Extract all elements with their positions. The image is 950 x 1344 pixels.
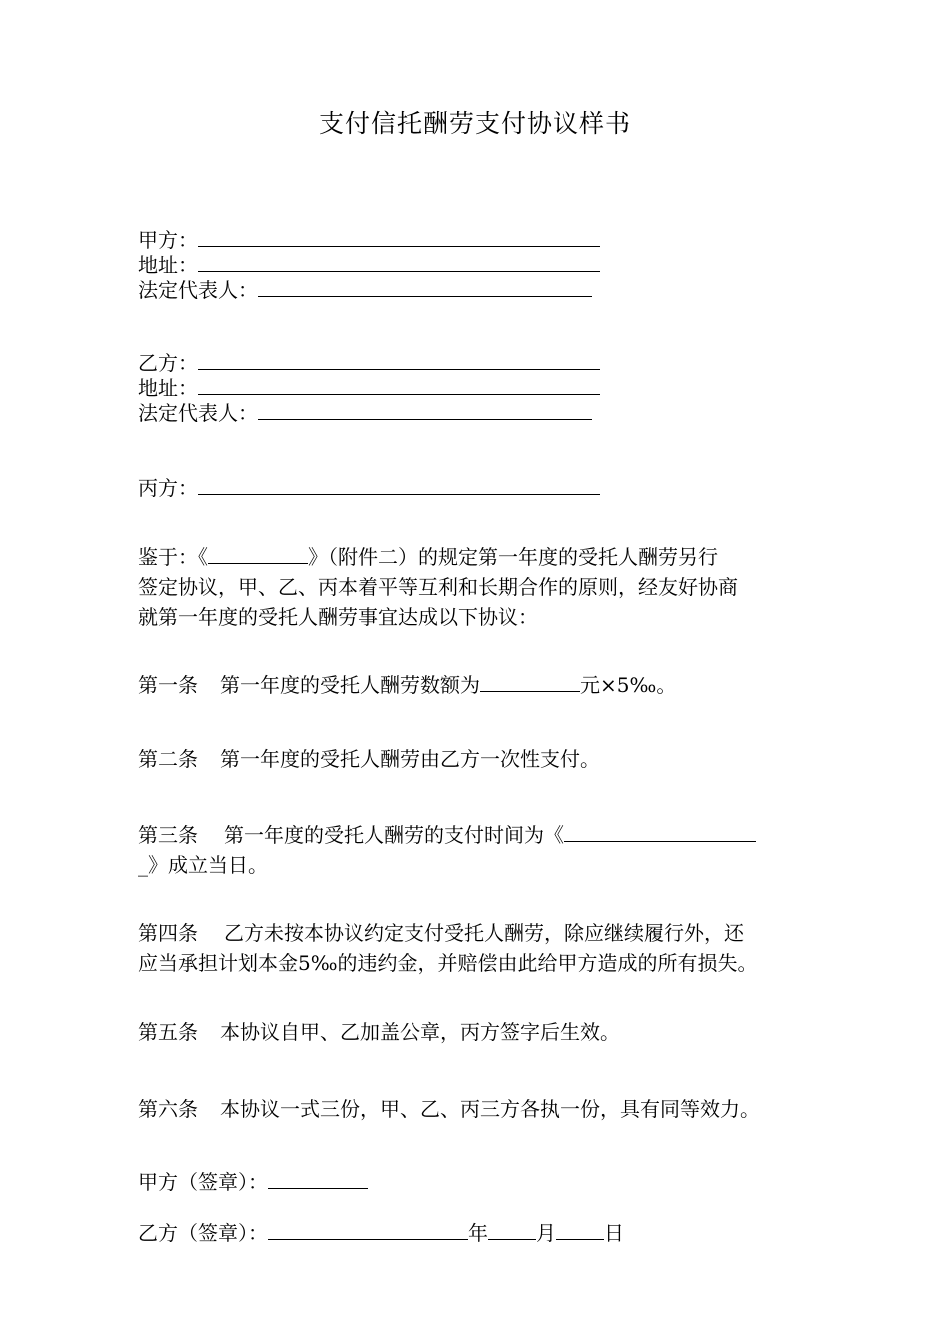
article-6 — [138, 1094, 828, 1124]
article-3-text: 第一年度的受托人酬劳的支付时间为《 — [224, 823, 564, 847]
article-3 — [138, 820, 828, 880]
article-4-text: 乙方未按本协议约定支付受托人酬劳，除应继续履行外，还 — [224, 921, 744, 945]
party-a-label: 甲方： — [138, 228, 198, 252]
signature-a-blank[interactable] — [268, 1168, 368, 1189]
party-a-address-row — [138, 251, 600, 278]
party-b-address-row — [138, 374, 600, 401]
article-2-number: 第二条 — [138, 747, 198, 771]
signature-a — [138, 1167, 828, 1197]
party-a-row — [138, 226, 600, 253]
party-a-rep-label: 法定代表人： — [138, 278, 258, 302]
article-1-number: 第一条 — [138, 673, 198, 697]
article-5 — [138, 1017, 828, 1047]
signature-b — [138, 1218, 828, 1248]
preamble-mid: 》（附件二）的规定第一年度的受托人酬劳另行 — [308, 545, 718, 569]
party-a-blank[interactable] — [198, 226, 600, 247]
article-4-number: 第四条 — [138, 921, 198, 945]
article-6-text: 本协议一式三份，甲、乙、丙三方各执一份，具有同等效力。 — [220, 1097, 760, 1121]
party-b-blank[interactable] — [198, 349, 600, 370]
preamble-line-2: 签定协议，甲、乙、丙本着平等互利和长期合作的原则，经友好协商 — [138, 575, 738, 599]
party-c-row — [138, 474, 600, 501]
article-1-text: 第一年度的受托人酬劳数额为 — [220, 673, 480, 697]
party-a-rep-row — [138, 276, 592, 303]
document-title: 支付信托酬劳支付协议样书 — [318, 109, 631, 138]
party-b-address-blank[interactable] — [198, 374, 600, 395]
signature-day-blank[interactable] — [556, 1219, 604, 1240]
signature-day: 日 — [604, 1221, 624, 1245]
article-3-number: 第三条 — [138, 823, 198, 847]
article-3-line-2: _》成立当日。 — [138, 853, 268, 877]
article-2-text: 第一年度的受托人酬劳由乙方一次性支付。 — [220, 747, 600, 771]
party-b-rep-label: 法定代表人： — [138, 401, 258, 425]
article-1-amount-blank[interactable] — [480, 671, 580, 692]
preamble-line-3: 就第一年度的受托人酬劳事宜达成以下协议： — [138, 605, 538, 629]
signature-month: 月 — [536, 1221, 556, 1245]
signature-b-blank[interactable] — [268, 1219, 468, 1240]
party-b-rep-blank[interactable] — [258, 399, 592, 420]
party-b-rep-row — [138, 399, 592, 426]
preamble-prefix: 鉴于：《 — [138, 545, 208, 569]
article-5-text: 本协议自甲、乙加盖公章，丙方签字后生效。 — [220, 1020, 620, 1044]
article-4-line-2: 应当承担计划本金5‰的违约金，并赔偿由此给甲方造成的所有损失。 — [138, 951, 758, 975]
signature-b-label: 乙方（签章）： — [138, 1221, 268, 1245]
signature-month-blank[interactable] — [488, 1219, 536, 1240]
preamble-line-1 — [138, 542, 828, 572]
party-a-address-blank[interactable] — [198, 251, 600, 272]
preamble-doc-blank[interactable] — [208, 543, 308, 564]
party-c-label: 丙方： — [138, 476, 198, 500]
party-b-address-label: 地址： — [138, 376, 198, 400]
party-a-rep-blank[interactable] — [258, 276, 592, 297]
article-3-date-blank[interactable] — [564, 821, 756, 842]
party-b-label: 乙方： — [138, 351, 198, 375]
party-a-address-label: 地址： — [138, 253, 198, 277]
preamble — [138, 542, 828, 632]
article-1 — [138, 670, 828, 700]
article-2 — [138, 744, 828, 774]
article-4 — [138, 918, 828, 978]
signature-a-label: 甲方（签章）： — [138, 1170, 268, 1194]
article-5-number: 第五条 — [138, 1020, 198, 1044]
signature-year: 年 — [468, 1221, 488, 1245]
party-c-blank[interactable] — [198, 474, 600, 495]
article-1-suffix: 元×5‰。 — [580, 673, 677, 697]
article-6-number: 第六条 — [138, 1097, 198, 1121]
party-b-row — [138, 349, 600, 376]
